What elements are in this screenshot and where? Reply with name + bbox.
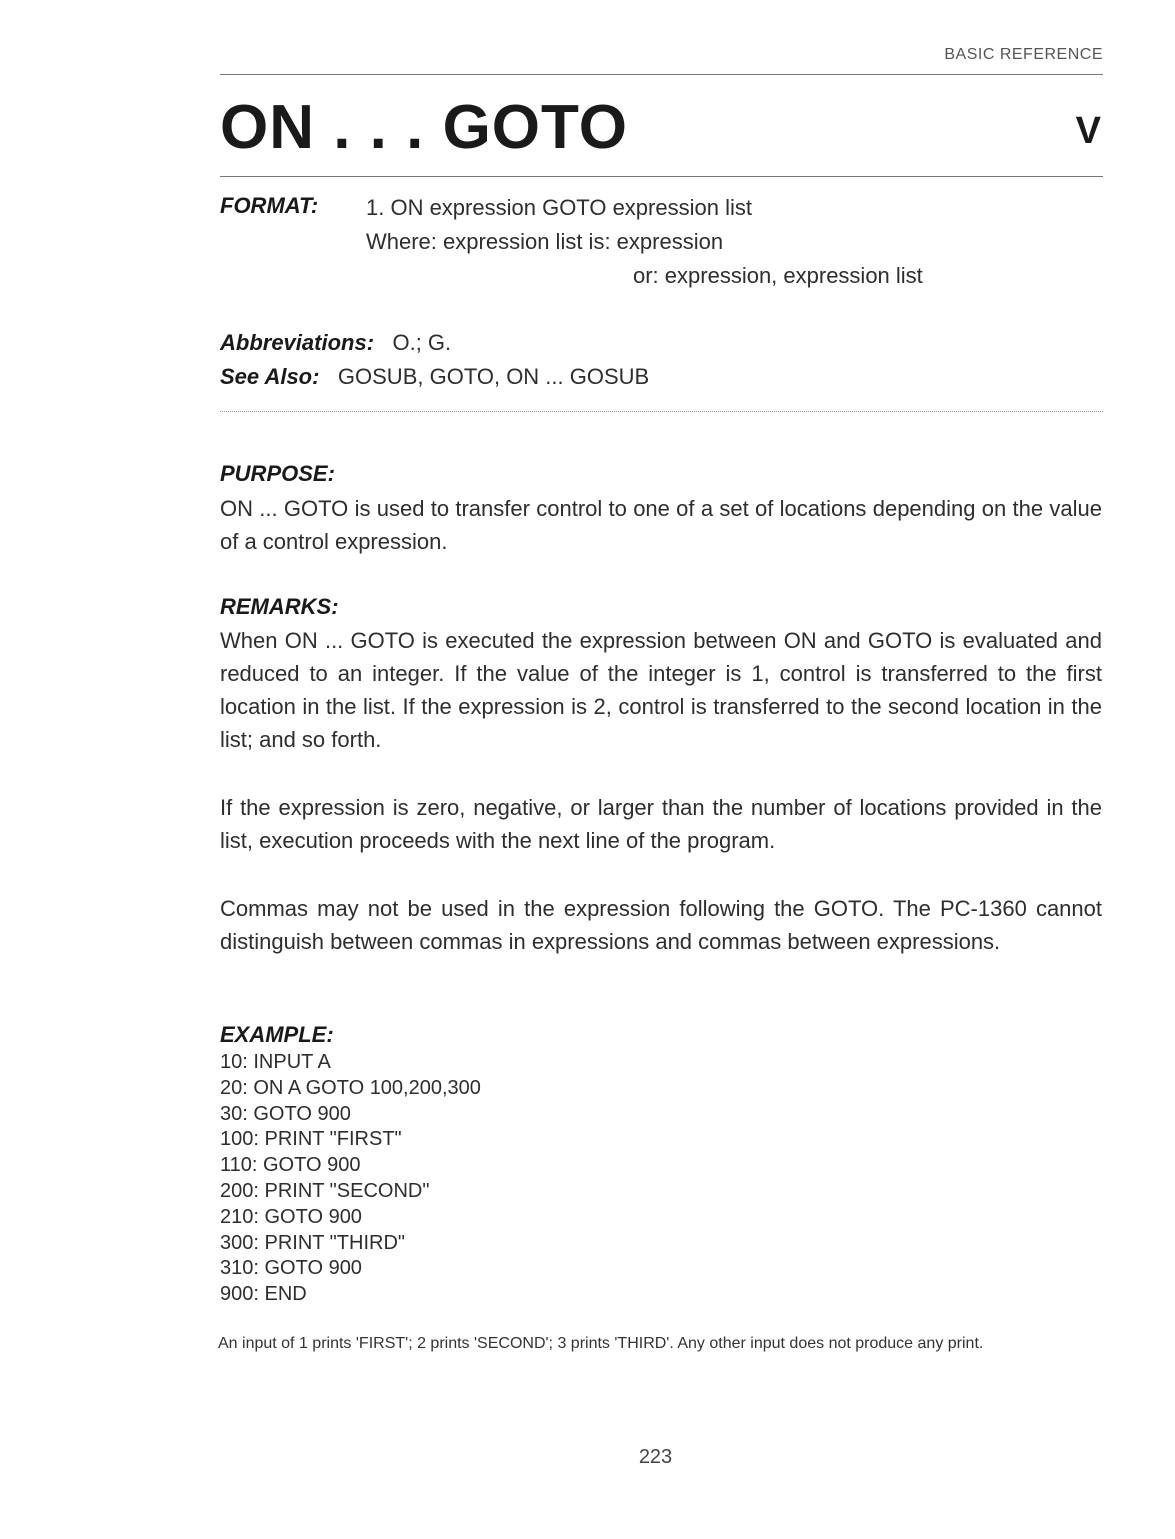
where-text: expression list is: expression xyxy=(443,229,724,254)
code-line: 300: PRINT "THIRD" xyxy=(220,1231,405,1254)
example-heading: EXAMPLE: xyxy=(220,1022,334,1047)
example-code xyxy=(220,1050,481,1308)
code-line: 200: PRINT "SECOND" xyxy=(220,1179,430,1202)
abbreviations-row xyxy=(220,330,451,356)
mode-indicator: V xyxy=(1075,110,1101,152)
header-rule xyxy=(220,74,1103,75)
example-note: An input of 1 prints 'FIRST'; 2 prints 'SECOND'; 3 prints 'THIRD'. Any other input does not produce any print. xyxy=(218,1335,984,1352)
title-rule xyxy=(220,176,1103,177)
remarks-heading: REMARKS: xyxy=(220,594,339,619)
code-line: 10: INPUT A xyxy=(220,1051,331,1073)
purpose-text: ON ... GOTO is used to transfer control to one of a set of locations depending on the value of a control expression. xyxy=(220,496,1102,554)
remarks-paragraph-1: When ON ... GOTO is executed the expression between ON and GOTO is evaluated and reduced to an integer. If the value of the integer is 1, control is transferred to the first location in the list. If the expression is 2, control is transferred to the second location in the list; and so forth. xyxy=(220,628,1102,752)
format-line-1: 1. ON expression GOTO expression list xyxy=(366,195,752,220)
remarks-paragraph-3: Commas may not be used in the expression following the GOTO. The PC-1360 cannot distinguish between commas in expressions and commas between expressions. xyxy=(220,896,1102,954)
code-line: 30: GOTO 900 xyxy=(220,1102,351,1125)
format-section xyxy=(220,193,318,219)
where-label: Where: xyxy=(366,229,437,254)
see-also-label: See Also: xyxy=(220,364,320,389)
section-rule xyxy=(220,411,1103,412)
code-line: 900: END xyxy=(220,1283,307,1306)
abbreviations-label: Abbreviations: xyxy=(220,330,375,355)
format-label: FORMAT: xyxy=(220,193,319,218)
format-where xyxy=(366,229,723,255)
code-line: 310: GOTO 900 xyxy=(220,1257,362,1280)
page-title: ON . . . GOTO xyxy=(220,93,629,162)
format-or: or: expression, expression list xyxy=(633,263,923,288)
code-line: 20: ON A GOTO 100,200,300 xyxy=(220,1076,481,1099)
purpose-heading: PURPOSE: xyxy=(220,461,335,486)
running-header: BASIC REFERENCE xyxy=(944,46,1103,63)
abbreviations-value: O.; G. xyxy=(392,330,452,355)
code-line: 210: GOTO 900 xyxy=(220,1205,362,1228)
code-line: 100: PRINT "FIRST" xyxy=(220,1128,402,1151)
see-also-value: GOSUB, GOTO, ON ... GOSUB xyxy=(337,364,650,389)
see-also-row xyxy=(220,364,649,390)
code-line: 110: GOTO 900 xyxy=(220,1154,361,1177)
page-number: 223 xyxy=(638,1446,673,1468)
remarks-paragraph-2: If the expression is zero, negative, or larger than the number of locations provided in the list, execution proceeds with the next line of the program. xyxy=(220,795,1102,853)
